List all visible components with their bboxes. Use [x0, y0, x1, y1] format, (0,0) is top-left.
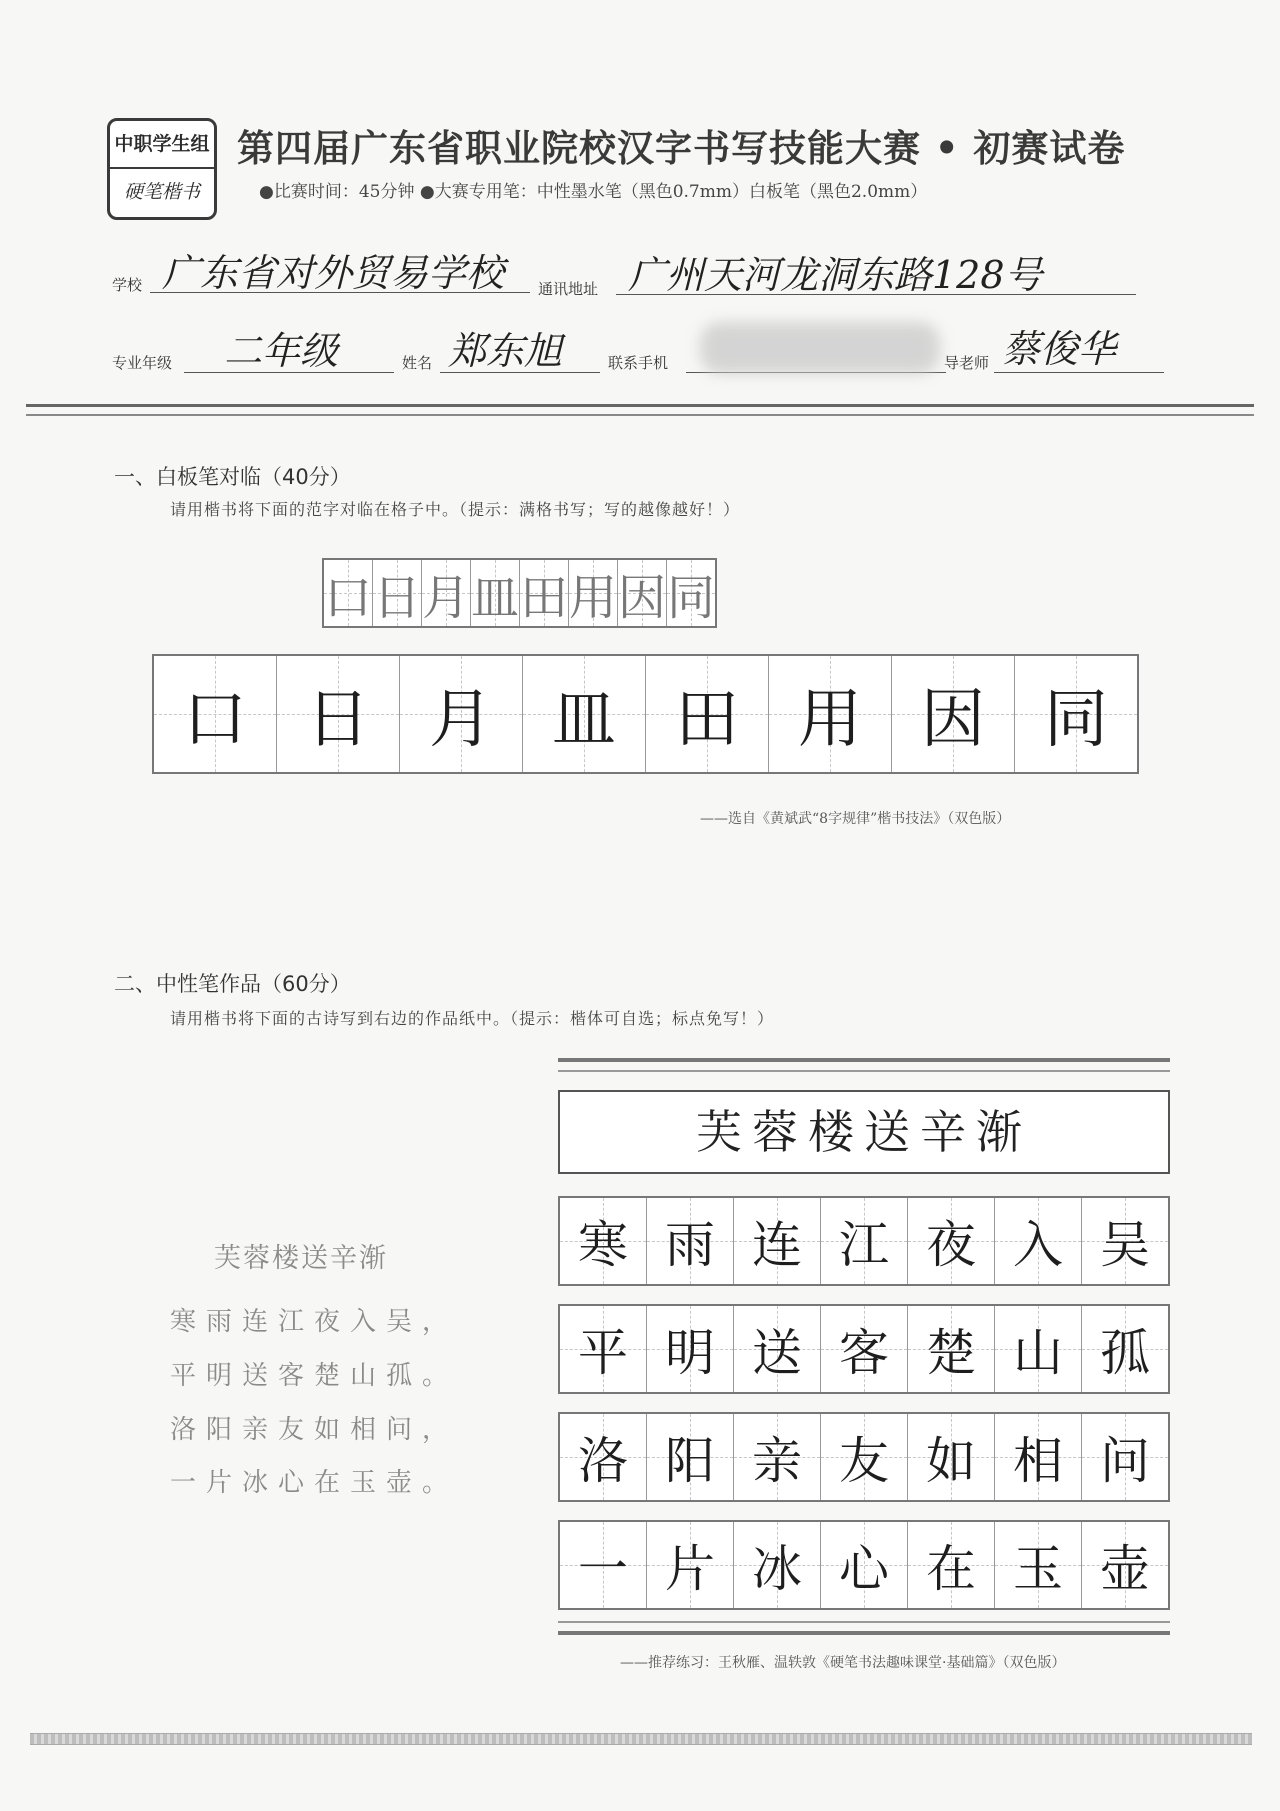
grade-label: 专业年级	[112, 354, 173, 372]
model-char-cell: 用	[569, 560, 618, 626]
name-value: 郑东旭	[448, 329, 563, 373]
sheet-cell[interactable]: 冰	[734, 1522, 821, 1608]
practice-cell[interactable]: 日	[277, 656, 400, 772]
badge-group-label: 中职学生组	[110, 121, 214, 169]
section1-heading: 一、白板笔对临（40分）	[114, 465, 351, 489]
header-divider	[26, 404, 1254, 416]
page-title: 第四届广东省职业院校汉字书写技能大赛 • 初赛试卷	[237, 127, 1126, 170]
sheet-cell[interactable]: 孤	[1082, 1306, 1168, 1392]
sheet-row[interactable]	[558, 1304, 1170, 1394]
sheet-cell[interactable]: 壶	[1082, 1522, 1168, 1608]
sheet-title-box[interactable]	[558, 1090, 1170, 1174]
redacted-phone-blur	[700, 322, 940, 374]
model-char-cell: 田	[520, 560, 569, 626]
sheet-cell[interactable]: 入	[995, 1198, 1082, 1284]
sheet-cell[interactable]: 寒	[560, 1198, 647, 1284]
teacher-value: 蔡俊华	[1002, 327, 1117, 371]
school-label: 学校	[112, 276, 143, 294]
badge-category-label: 硬笔楷书	[123, 181, 200, 203]
group-badge	[107, 118, 217, 220]
model-char-cell: 日	[373, 560, 422, 626]
address-field[interactable]	[616, 252, 1136, 295]
practice-cell[interactable]: 同	[1015, 656, 1137, 772]
model-char-cell: 同	[667, 560, 715, 626]
sheet-row[interactable]	[558, 1196, 1170, 1286]
phone-label: 联系手机	[608, 354, 669, 372]
sheet-cell[interactable]: 一	[560, 1522, 647, 1608]
model-char-cell: 因	[618, 560, 667, 626]
school-field[interactable]	[150, 250, 530, 293]
teacher-field[interactable]	[994, 327, 1164, 373]
sheet-cell[interactable]: 平	[560, 1306, 647, 1392]
sheet-cell[interactable]: 如	[908, 1414, 995, 1500]
grade-value: 二年级	[224, 329, 339, 373]
sheet-cell[interactable]: 山	[995, 1306, 1082, 1392]
sheet-cell[interactable]: 友	[821, 1414, 908, 1500]
model-char-cell: 月	[422, 560, 471, 626]
address-label: 通讯地址	[538, 280, 599, 298]
practice-cell[interactable]: 用	[769, 656, 892, 772]
sheet-cell[interactable]: 连	[734, 1198, 821, 1284]
sheet-row[interactable]	[558, 1412, 1170, 1502]
sheet-cell[interactable]: 夜	[908, 1198, 995, 1284]
sheet-cell[interactable]: 片	[647, 1522, 734, 1608]
address-value: 广州天河龙洞东路128号	[628, 253, 1043, 297]
sheet-cell[interactable]: 阳	[647, 1414, 734, 1500]
model-poem-line: 寒雨连江夜入吴，	[170, 1307, 459, 1337]
sheet-bottom-border	[558, 1621, 1170, 1635]
section1-credit: ——选自《黄斌武“8字规律”楷书技法》（双色版）	[700, 811, 1011, 827]
model-char-strip	[322, 558, 717, 628]
name-label: 姓名	[402, 354, 433, 372]
sheet-title: 芙蓉楼送辛渐	[696, 1105, 1032, 1159]
model-poem-line: 洛阳亲友如相问，	[170, 1415, 459, 1445]
practice-cell[interactable]: 田	[646, 656, 769, 772]
sheet-cell[interactable]: 相	[995, 1414, 1082, 1500]
sheet-cell[interactable]: 吴	[1082, 1198, 1168, 1284]
sheet-cell[interactable]: 楚	[908, 1306, 995, 1392]
section2-heading: 二、中性笔作品（60分）	[114, 972, 351, 996]
section1-instruction: 请用楷书将下面的范字对临在格子中。（提示：满格书写；写的越像越好！）	[170, 500, 741, 519]
practice-cell[interactable]: 因	[892, 656, 1015, 772]
practice-cell[interactable]: 月	[400, 656, 523, 772]
model-poem-line: 一片冰心在玉壶。	[170, 1468, 459, 1498]
teacher-label: 导老师	[944, 354, 990, 372]
sheet-cell[interactable]: 在	[908, 1522, 995, 1608]
sheet-cell[interactable]: 问	[1082, 1414, 1168, 1500]
sheet-row[interactable]	[558, 1520, 1170, 1610]
section2-instruction: 请用楷书将下面的古诗写到右边的作品纸中。（提示：楷体可自选；标点免写！）	[170, 1009, 775, 1028]
sheet-cell[interactable]: 玉	[995, 1522, 1082, 1608]
sheet-cell[interactable]: 客	[821, 1306, 908, 1392]
model-char-cell: 口	[324, 560, 373, 626]
model-poem-title: 芙蓉楼送辛渐	[214, 1243, 388, 1274]
sheet-cell[interactable]: 明	[647, 1306, 734, 1392]
sheet-cell[interactable]: 送	[734, 1306, 821, 1392]
practice-grid[interactable]	[152, 654, 1139, 774]
sheet-cell[interactable]: 江	[821, 1198, 908, 1284]
model-poem-line: 平明送客楚山孤。	[170, 1361, 459, 1391]
sheet-top-border	[558, 1058, 1170, 1072]
sheet-cell[interactable]: 雨	[647, 1198, 734, 1284]
practice-cell[interactable]: 口	[154, 656, 277, 772]
sheet-cell[interactable]: 洛	[560, 1414, 647, 1500]
sheet-cell[interactable]: 亲	[734, 1414, 821, 1500]
exam-info: ●比赛时间：45分钟 ●大赛专用笔：中性墨水笔（黑色0.7mm）白板笔（黑色2.0mm）	[259, 182, 928, 202]
name-field[interactable]	[440, 330, 600, 373]
footer-band	[30, 1733, 1252, 1745]
school-value: 广东省对外贸易学校	[162, 251, 505, 295]
sheet-cell[interactable]: 心	[821, 1522, 908, 1608]
grade-field[interactable]	[184, 330, 394, 373]
practice-cell[interactable]: 皿	[523, 656, 646, 772]
section2-credit: ——推荐练习：王秋雁、温轶敦《硬笔书法趣味课堂·基础篇》（双色版）	[620, 1655, 1066, 1671]
model-char-cell: 皿	[471, 560, 520, 626]
